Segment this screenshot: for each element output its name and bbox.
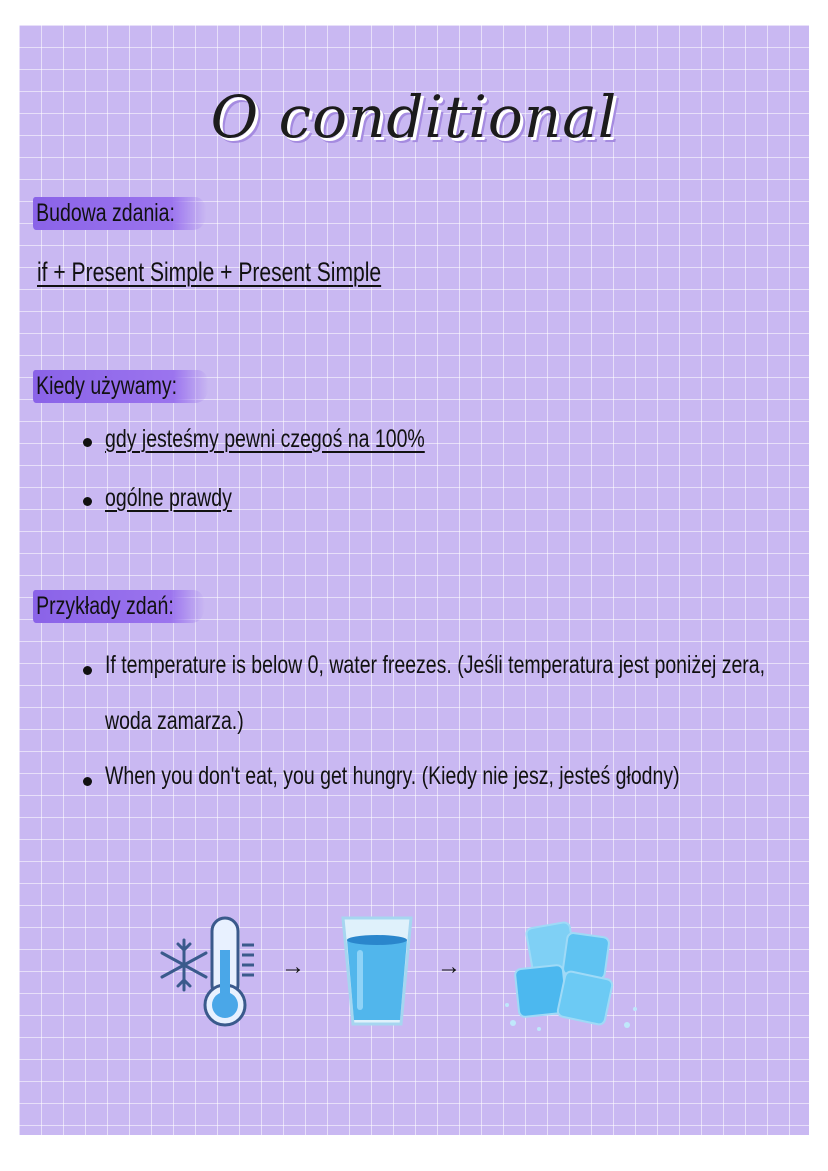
note-page: [19, 25, 809, 1135]
bullet-dot: [83, 497, 92, 506]
structure-formula: if + Present Simple + Present Simple: [37, 257, 382, 287]
example-2-line-1: When you don't eat, you get hungry. (Kiedy nie jesz, jesteś głodny): [105, 762, 680, 790]
page-title: O conditional: [210, 83, 618, 151]
bullet-dot: [83, 777, 92, 786]
arrow-icon: →: [437, 953, 461, 980]
arrow-icon: →: [281, 953, 305, 980]
structure-heading: Budowa zdania:: [33, 197, 206, 230]
example-1-line-2: woda zamarza.): [105, 707, 244, 735]
water-glass-icon: [337, 910, 417, 1030]
usage-heading: Kiedy używamy:: [33, 370, 208, 403]
bullet-dot: [83, 438, 92, 447]
usage-item-1: gdy jesteśmy pewni czegoś na 100%: [105, 425, 425, 453]
usage-item-2: ogólne prawdy: [105, 484, 232, 512]
illustration-row: [19, 905, 809, 1055]
examples-heading: Przykłady zdań:: [33, 590, 205, 623]
example-1-line-1: If temperature is below 0, water freezes. (Jeśli temperatura jest poniżej zera,: [105, 651, 766, 679]
snowflake-thermometer-icon: [154, 910, 264, 1030]
ice-cubes-icon: [499, 905, 649, 1045]
bullet-dot: [83, 666, 92, 675]
